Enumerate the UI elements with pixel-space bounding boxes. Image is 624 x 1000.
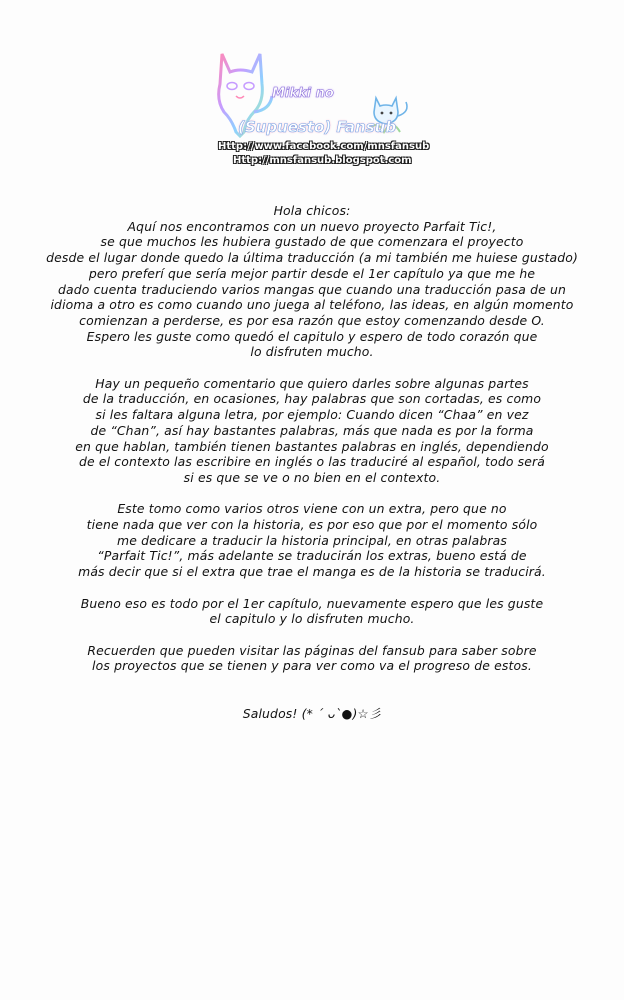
paragraph-1-line: desde el lugar donde quedo la última traducción (a mi también me huiese gustado) <box>46 250 578 266</box>
fansub-name-line1: Mikki no <box>272 86 334 101</box>
fansub-logo <box>200 40 440 180</box>
paragraph-4-line: Bueno eso es todo por el 1er capítulo, nuevamente espero que les guste <box>80 595 544 611</box>
paragraph-5-line: Recuerden que pueden visitar las páginas del fansub para saber sobre <box>87 642 537 658</box>
greeting: Hola chicos: <box>273 203 351 218</box>
signoff: Saludos! (* ´ ᴗ`●)☆彡 <box>242 705 382 721</box>
paragraph-1-line: dado cuenta traduciendo varios mangas que cuando una traducción pasa de un <box>58 281 566 297</box>
paragraph-gap <box>14 580 610 596</box>
paragraph-2-line: de “Chan”, así hay bastantes palabras, más que nada es por la forma <box>90 422 534 438</box>
paragraph-3-line: tiene nada que ver con la historia, es por eso que por el momento sólo <box>86 517 538 533</box>
paragraph-2-line: si les faltara alguna letra, por ejemplo: Cuando dicen “Chaa” en vez <box>95 407 529 423</box>
facebook-url[interactable]: Http://www.facebook.com/mnsfansub <box>218 141 430 152</box>
paragraph-gap <box>14 674 610 690</box>
paragraph-4-line: el capitulo y lo disfruten mucho. <box>209 611 415 627</box>
translator-note <box>14 203 610 721</box>
paragraph-3-line: más decir que si el extra que trae el manga es de la historia se traducirá. <box>78 564 546 580</box>
blog-url[interactable]: Http://mnsfansub.blogspot.com <box>233 155 412 166</box>
paragraph-1-line: comienzan a perderse, es por esa razón que estoy comenzando desde O. <box>79 312 545 328</box>
paragraph-2-line: si es que se ve o no bien en el contexto. <box>183 469 441 485</box>
paragraph-gap <box>14 627 610 643</box>
paragraph-gap <box>14 486 610 502</box>
paragraph-5-line: los proyectos que se tienen y para ver como va el progreso de estos. <box>92 658 532 674</box>
paragraph-1-line: se que muchos les hubiera gustado de que comenzara el proyecto <box>100 234 524 250</box>
paragraph-1-line: pero preferí que sería mejor partir desde el 1er capítulo ya que me he <box>88 265 536 281</box>
paragraph-2-line: Hay un pequeño comentario que quiero darles sobre algunas partes <box>95 375 529 391</box>
paragraph-2-line: de el contexto las escribire en inglés o las traduciré al español, todo será <box>78 454 546 470</box>
fansub-name-line2: (Supuesto) Fansub <box>238 118 397 136</box>
paragraph-1-line: lo disfruten mucho. <box>250 344 374 360</box>
paragraph-2-line: en que hablan, también tienen bastantes palabras en inglés, dependiendo <box>75 438 549 454</box>
paragraph-1-line: idioma a otro es como cuando uno juega al teléfono, las ideas, en algún momento <box>50 297 574 313</box>
paragraph-1-line: Aquí nos encontramos con un nuevo proyecto Parfait Tic!, <box>127 218 497 234</box>
paragraph-3-line: “Parfait Tic!”, más adelante se traducirán los extras, bueno está de <box>97 548 527 564</box>
paragraph-1-line: Espero les guste como quedó el capitulo y espero de todo corazón que <box>86 328 538 344</box>
paragraph-3-line: Este tomo como varios otros viene con un extra, pero que no <box>117 501 507 517</box>
paragraph-3-line: me dedicare a traducir la historia principal, en otras palabras <box>117 532 507 548</box>
paragraph-2-line: de la traducción, en ocasiones, hay palabras que son cortadas, es como <box>82 391 542 407</box>
paragraph-gap <box>14 360 610 376</box>
